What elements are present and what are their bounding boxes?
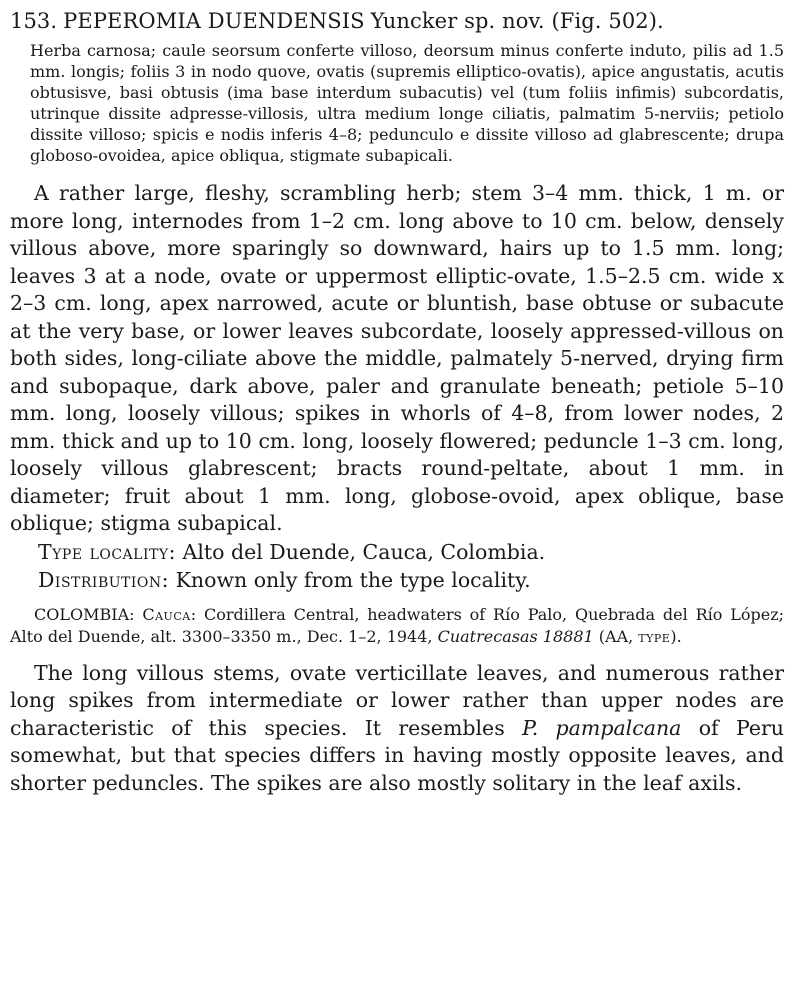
specimen-locality: Cordillera Central, headwaters of Río Palo, Quebrada del Río López; Alto del Duende, alt. 3300–3350 m., Dec. 1–2, 1944, xyxy=(10,604,785,646)
species-heading xyxy=(10,8,784,34)
specimen-close: ). xyxy=(670,626,682,646)
species-name: PEPEROMIA DUENDENSIS xyxy=(63,9,365,33)
distribution-label: Distribution: xyxy=(38,567,170,592)
species-reference: P. pampalcana xyxy=(522,715,682,740)
specimen-citation: COLOMBIA: Cauca: Cordillera Central, headwaters of Río Palo, Quebrada del Río López; Alto del Duende, alt. 3300–3350 m., Dec. 1–2, 1944, Cuatrecasas 18881 (AA, type). xyxy=(10,604,785,646)
species-author: Yuncker sp. nov. (Fig. 502). xyxy=(370,9,664,33)
species-number: 153. xyxy=(10,9,58,33)
specimen-country: COLOMBIA xyxy=(34,604,130,624)
distribution-value: Known only from the type locality. xyxy=(175,567,531,592)
latin-description: Herba carnosa; caule seorsum conferte villoso, deorsum minus conferte induto, pilis ad 1.5 mm. longis; foliis 3 in nodo quove, ovatis (supremis elliptico-ovatis), apice angustatis, acutis obtusisve, basi obtusis (ima base interdum subacutis) vel (tum foliis infimis) subcordatis, utrinque dissite adpresse-villosis, ultra medium longe ciliatis, palmatim 5-nerviis; petiolo dissite villoso; spicis e nodis inferis 4–8; pedunculo e dissite villoso ad glabrescente; drupa globoso-ovoidea, apice obliqua, stigmate subapicali. xyxy=(30,41,784,165)
specimen-collector: Cuatrecasas 18881 xyxy=(437,626,594,646)
specimen-type-word: type xyxy=(638,626,671,646)
discussion-part2: of Peru somewhat, but that species differs in having mostly opposite leaves, and shorter peduncles. The spikes are also mostly solitary in the leaf axils. xyxy=(10,715,784,795)
type-locality-label: Type locality: xyxy=(38,539,176,564)
english-description: A rather large, fleshy, scrambling herb; stem 3–4 mm. thick, 1 m. or more long, internodes from 1–2 cm. long above to 10 cm. below, densely villous above, more sparingly so downward, hairs up to 1.5 mm. long; leaves 3 at a node, ovate or uppermost elliptic-ovate, 1.5–2.5 cm. wide x 2–3 cm. long, apex narrowed, acute or bluntish, base obtuse or subacute at the very base, or lower leaves subcordate, loosely appressed-villous on both sides, long-ciliate above the middle, palmately 5-nerved, drying firm and subopaque, dark above, paler and granulate beneath; petiole 5–10 mm. long, loosely villous; spikes in whorls of 4–8, from lower nodes, 2 mm. thick and up to 10 cm. long, loosely flowered; peduncle 1–3 cm. long, loosely villous glabrescent; bracts round-peltate, about 1 mm. in diameter; fruit about 1 mm. long, globose-ovoid, apex oblique, base oblique; stigma subapical. xyxy=(10,181,784,535)
specimen-herbarium: (AA, xyxy=(598,626,634,646)
specimen-department: Cauca xyxy=(142,604,191,624)
distribution xyxy=(10,566,784,594)
discussion xyxy=(10,660,784,798)
type-locality xyxy=(10,538,784,566)
discussion-part1: The long villous stems, ovate verticillate leaves, and numerous rather long spikes from intermediate or lower rather than upper nodes are characteristic of this species. It resembles xyxy=(10,660,784,740)
type-locality-value: Alto del Duende, Cauca, Colombia. xyxy=(182,539,546,564)
